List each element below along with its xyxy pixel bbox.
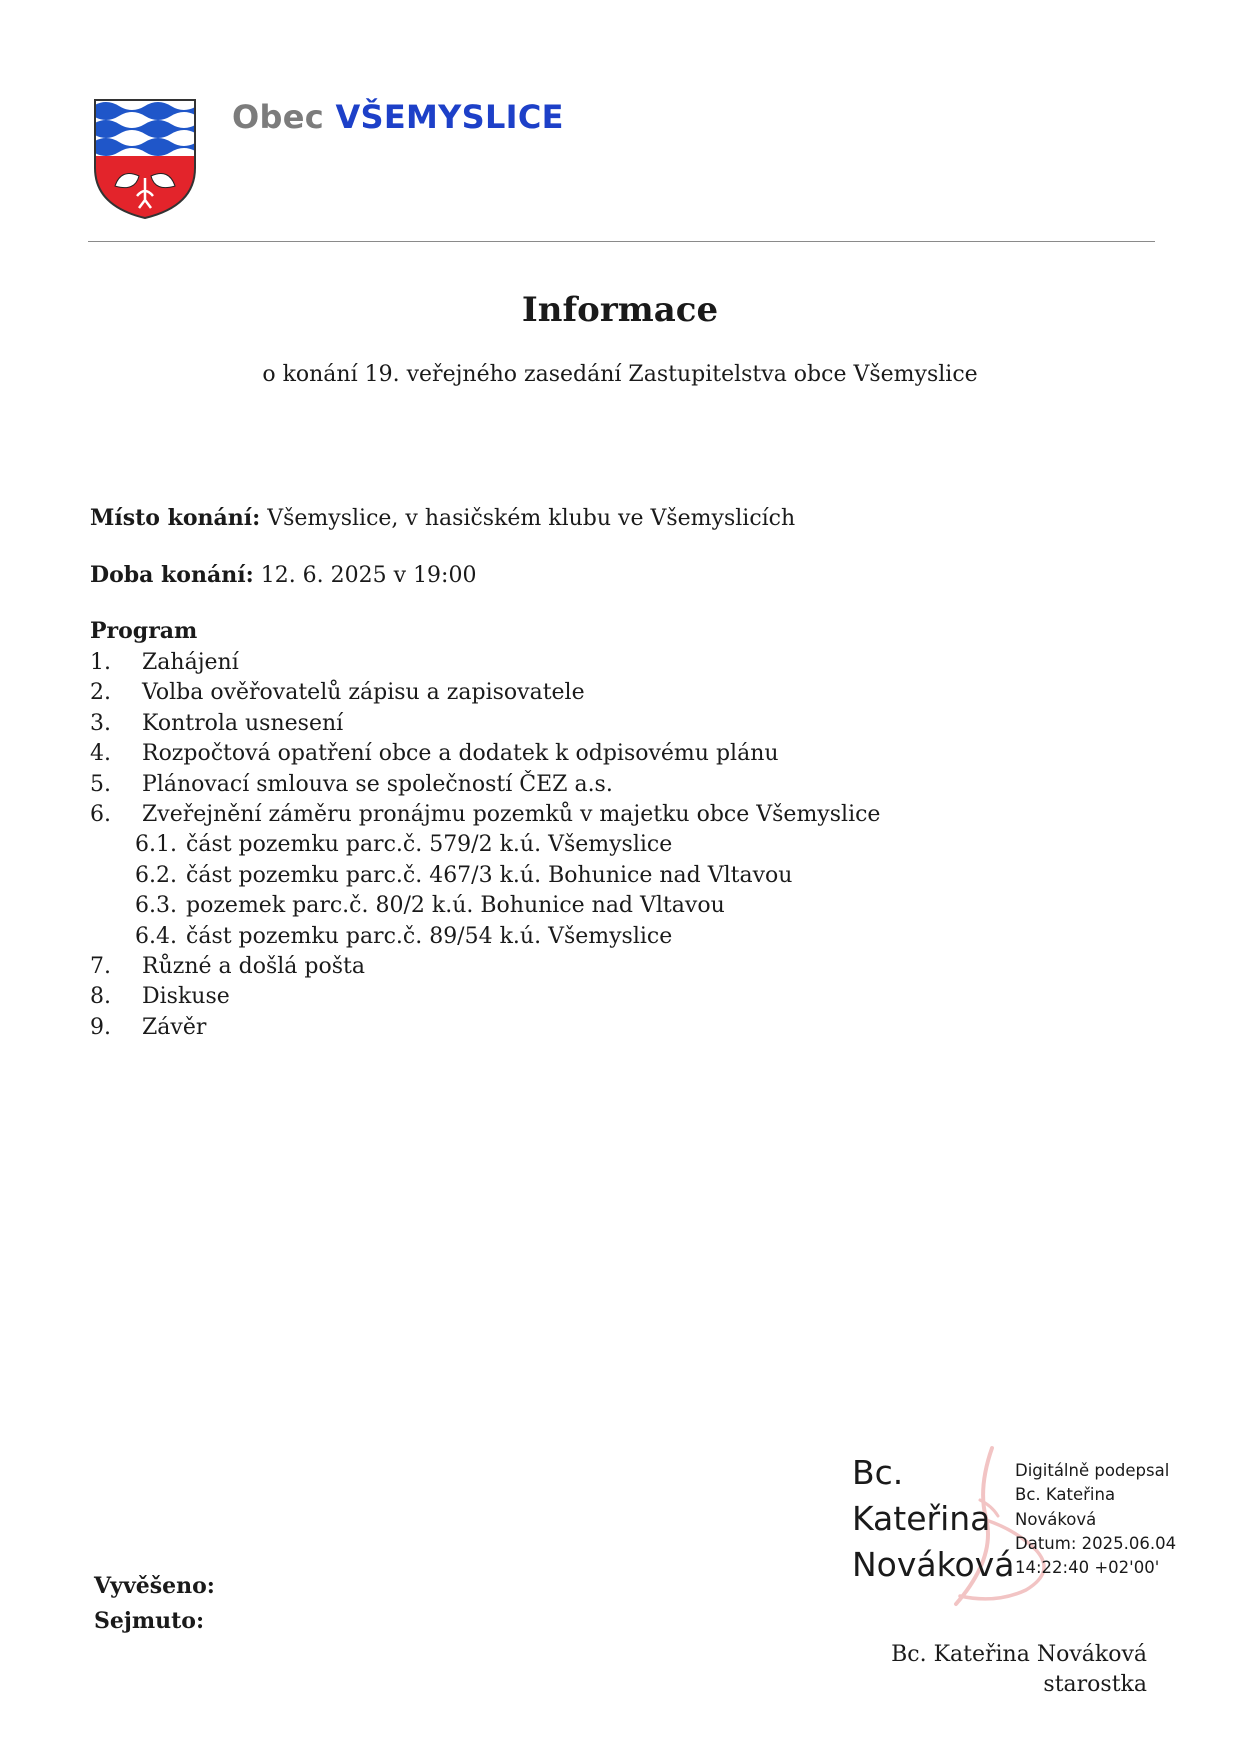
- item-number: 5.: [90, 771, 111, 797]
- signature-detail-line: Digitálně podepsal: [1015, 1461, 1170, 1480]
- signature-detail-line: Bc. Kateřina: [1015, 1485, 1116, 1505]
- item-number: 6.2.: [135, 862, 177, 888]
- document-subtitle: o konání 19. veřejného zasedání Zastupitelstva obce Všemyslice: [262, 362, 978, 387]
- removed-label: Sejmuto:: [94, 1608, 205, 1634]
- signatory-block: [891, 1640, 1147, 1700]
- meeting-time-value: 12. 6. 2025 v 19:00: [253, 563, 477, 588]
- item-number: 7.: [90, 953, 111, 979]
- meeting-place-value: Všemyslice, v hasičském klubu ve Všemyslicích: [260, 506, 796, 531]
- signature-detail-line: Datum: 2025.06.04: [1015, 1533, 1177, 1553]
- document-title: Informace: [521, 290, 719, 330]
- item-text: část pozemku parc.č. 89/54 k.ú. Všemyslice: [186, 923, 673, 949]
- item-text: Rozpočtová opatření obce a dodatek k odpisovému plánu: [142, 741, 779, 767]
- item-number: 6.4.: [135, 923, 177, 949]
- signature-detail-line: Nováková: [1015, 1509, 1097, 1529]
- signatory-role: starostka: [1043, 1672, 1147, 1697]
- item-text: Diskuse: [142, 984, 230, 1010]
- signature-name-line: Nováková: [852, 1545, 1015, 1584]
- signatory-name: Bc. Kateřina Nováková: [891, 1642, 1147, 1667]
- signature-detail-line: 14:22:40 +02'00': [1015, 1558, 1160, 1578]
- header-divider: [88, 241, 1155, 242]
- item-number: 6.: [90, 801, 111, 827]
- item-text: Zahájení: [142, 650, 239, 675]
- item-text: Zveřejnění záměru pronájmu pozemků v majetku obce Všemyslice: [142, 801, 881, 827]
- posted-label: Vyvěšeno:: [94, 1573, 215, 1599]
- municipality-title: VŠEMYSLICE: [335, 98, 564, 136]
- item-text: Volba ověřovatelů zápisu a zapisovatele: [142, 680, 585, 706]
- signature-name-line: Bc.: [852, 1453, 904, 1492]
- item-number: 8.: [90, 984, 111, 1010]
- item-text: část pozemku parc.č. 579/2 k.ú. Všemyslice: [186, 832, 673, 858]
- item-text: Různé a došlá pošta: [142, 953, 365, 979]
- item-number: 9.: [90, 1014, 111, 1040]
- coat-of-arms-icon: [93, 98, 197, 220]
- meeting-time-label: Doba konání:: [90, 562, 254, 588]
- item-number: 6.3.: [135, 893, 177, 919]
- item-number: 2.: [90, 680, 111, 706]
- signature-name-line: Kateřina: [852, 1499, 991, 1538]
- item-text: Kontrola usnesení: [142, 710, 344, 736]
- item-number: 6.1.: [135, 832, 177, 858]
- item-text: Závěr: [142, 1014, 207, 1040]
- item-text: část pozemku parc.č. 467/3 k.ú. Bohunice nad Vltavou: [186, 862, 793, 888]
- digital-signature-details: [1015, 1459, 1176, 1580]
- meeting-place-label: Místo konání:: [90, 505, 261, 531]
- meeting-time: [90, 562, 476, 588]
- item-text: Plánovací smlouva se společností ČEZ a.s.: [142, 771, 613, 797]
- municipality-name: [232, 98, 564, 136]
- item-number: 3.: [90, 710, 111, 736]
- meeting-place: [90, 505, 795, 531]
- item-number: 4.: [90, 741, 111, 767]
- program-heading: Program: [90, 618, 198, 644]
- municipality-prefix: Obec: [232, 98, 324, 136]
- item-number: 1.: [90, 650, 111, 675]
- digital-signature-name: [852, 1450, 1015, 1588]
- item-text: pozemek parc.č. 80/2 k.ú. Bohunice nad Vltavou: [186, 893, 725, 919]
